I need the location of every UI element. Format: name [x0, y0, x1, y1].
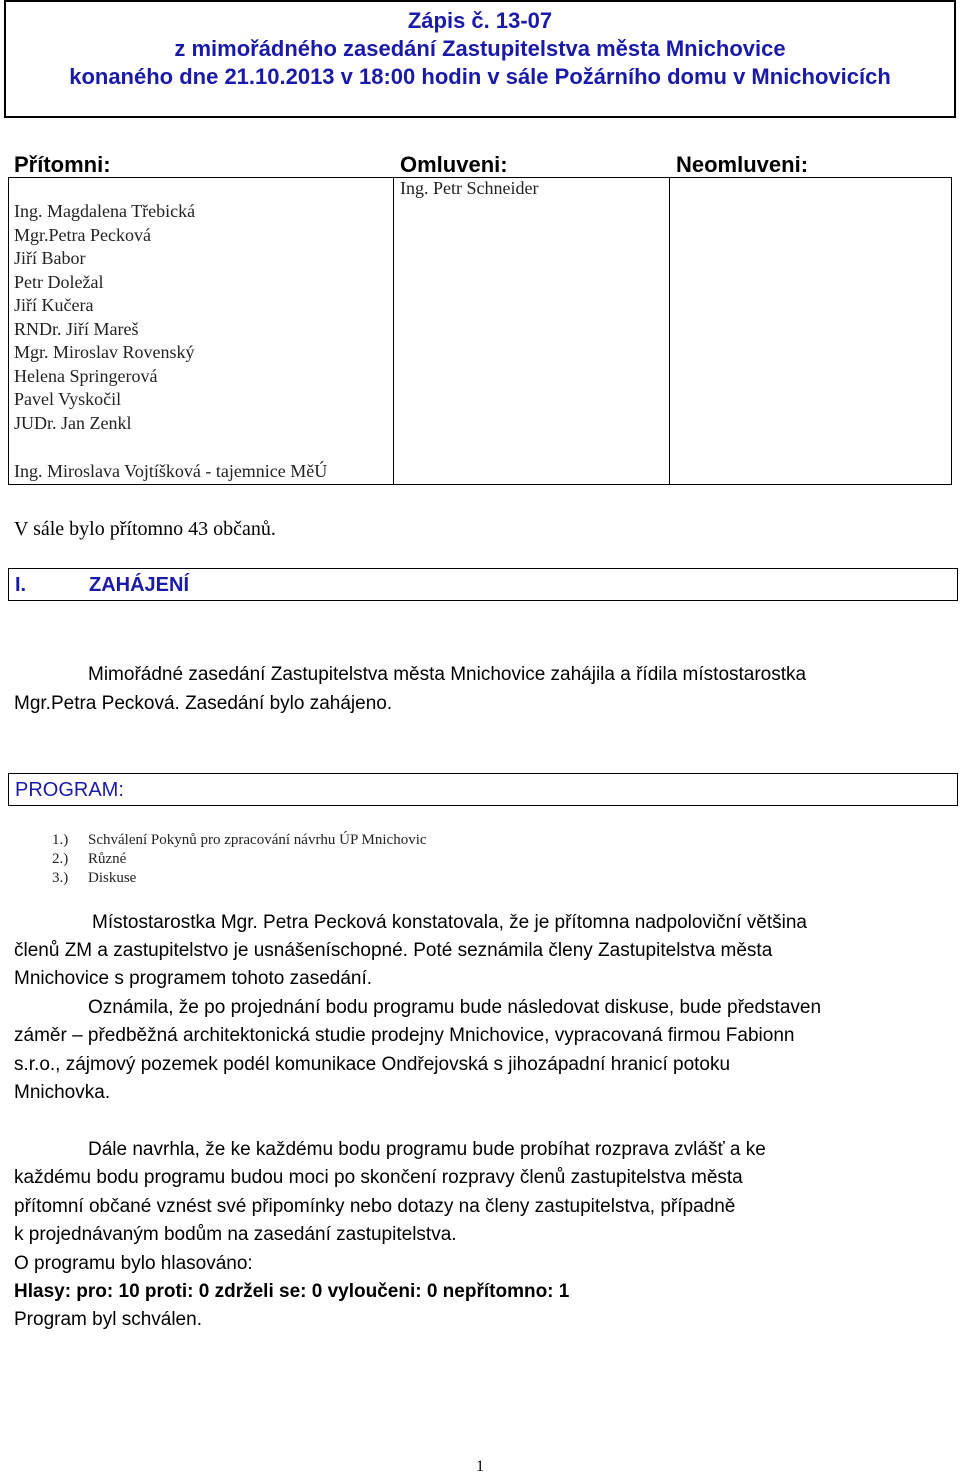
paragraph-line: Dále navrhla, že ke každému bodu programu bude probíhat rozprava zvlášť a ke: [88, 1139, 766, 1160]
document-title: Zápis č. 13-07: [407, 8, 553, 33]
present-heading: Přítomni:: [14, 152, 111, 177]
section-number: I.: [15, 574, 27, 596]
present-name: JUDr. Jan Zenkl: [14, 412, 132, 433]
paragraph-line: Místostarostka Mgr. Petra Pecková konstatovala, že je přítomna nadpoloviční většina: [92, 912, 807, 933]
paragraph-line: Mnichovice s programem tohoto zasedání.: [14, 968, 373, 989]
present-name: Jiří Babor: [14, 248, 86, 268]
paragraph-line: přítomní občané vznést své připomínky nebo dotazy na členy zastupitelstva, případně: [14, 1196, 736, 1217]
present-name: RNDr. Jiří Mareš: [14, 318, 139, 339]
present-name: Pavel Vyskočil: [14, 389, 122, 409]
section-heading-box: [8, 568, 958, 601]
column-divider: [669, 178, 670, 484]
paragraph-line: Mnichovka.: [14, 1082, 111, 1103]
document-header: [4, 0, 956, 118]
program-title: PROGRAM:: [15, 779, 124, 801]
approval-statement: Program byl schválen.: [14, 1309, 202, 1330]
program-item-number: 1.): [52, 832, 69, 848]
program-heading-box: [8, 773, 958, 806]
excused-name: Ing. Petr Schneider: [400, 178, 539, 198]
citizens-count: V sále bylo přítomno 43 občanů.: [14, 518, 276, 540]
unexcused-heading: Neomluveni:: [676, 152, 809, 177]
program-item: Schválení Pokynů pro zpracování návrhu ÚP Mnichovic: [88, 832, 427, 848]
paragraph-line: každému bodu programu budou moci po skončení rozpravy členů zastupitelstva města: [14, 1167, 743, 1188]
document-subtitle: z mimořádného zasedání Zastupitelstva města Mnichovice: [174, 36, 786, 61]
page-number: 1: [476, 1458, 484, 1475]
paragraph-line: k projednávaným bodům na zasedání zastupitelstva.: [14, 1224, 457, 1245]
secretary-name: Ing. Miroslava Vojtíšková - tajemnice MěÚ: [14, 461, 328, 481]
column-divider: [393, 178, 394, 484]
paragraph-line: s.r.o., zájmový pozemek podél komunikace Ondřejovská s jihozápadní hranicí potoku: [14, 1054, 731, 1075]
section-title: ZAHÁJENÍ: [89, 574, 190, 596]
program-item: Diskuse: [88, 870, 137, 886]
present-name: Helena Springerová: [14, 365, 158, 386]
program-item: Různé: [88, 851, 127, 867]
vote-intro: O programu bylo hlasováno:: [14, 1253, 253, 1274]
present-name: Ing. Magdalena Třebická: [14, 201, 196, 221]
present-name: Jiří Kučera: [14, 295, 94, 315]
excused-heading: Omluveni:: [400, 152, 508, 177]
program-item-number: 3.): [52, 870, 69, 886]
program-item-number: 2.): [52, 851, 69, 867]
document-meeting-info: konaného dne 21.10.2013 v 18:00 hodin v sále Požárního domu v Mnichovicích: [69, 64, 891, 89]
section-text: Mgr.Petra Pecková. Zasedání bylo zahájeno.: [14, 693, 393, 714]
paragraph-line: Oznámila, že po projednání bodu programu bude následovat diskuse, bude představen: [88, 997, 822, 1018]
present-name: Mgr.Petra Pecková: [14, 224, 151, 245]
present-name: Petr Doležal: [14, 271, 104, 292]
paragraph-line: záměr – předběžná architektonická studie prodejny Mnichovice, vypracovaná firmou Fabionn: [14, 1025, 795, 1046]
present-list: [14, 200, 195, 435]
vote-result: Hlasy: pro: 10 proti: 0 zdrželi se: 0 vyloučeni: 0 nepřítomno: 1: [14, 1281, 570, 1302]
section-text: Mimořádné zasedání Zastupitelstva města Mnichovice zahájila a řídila místostarostka: [88, 664, 807, 685]
present-name: Mgr. Miroslav Rovenský: [14, 342, 195, 362]
paragraph-line: členů ZM a zastupitelstvo je usnášeníschopné. Poté seznámila členy Zastupitelstva města: [14, 940, 773, 961]
